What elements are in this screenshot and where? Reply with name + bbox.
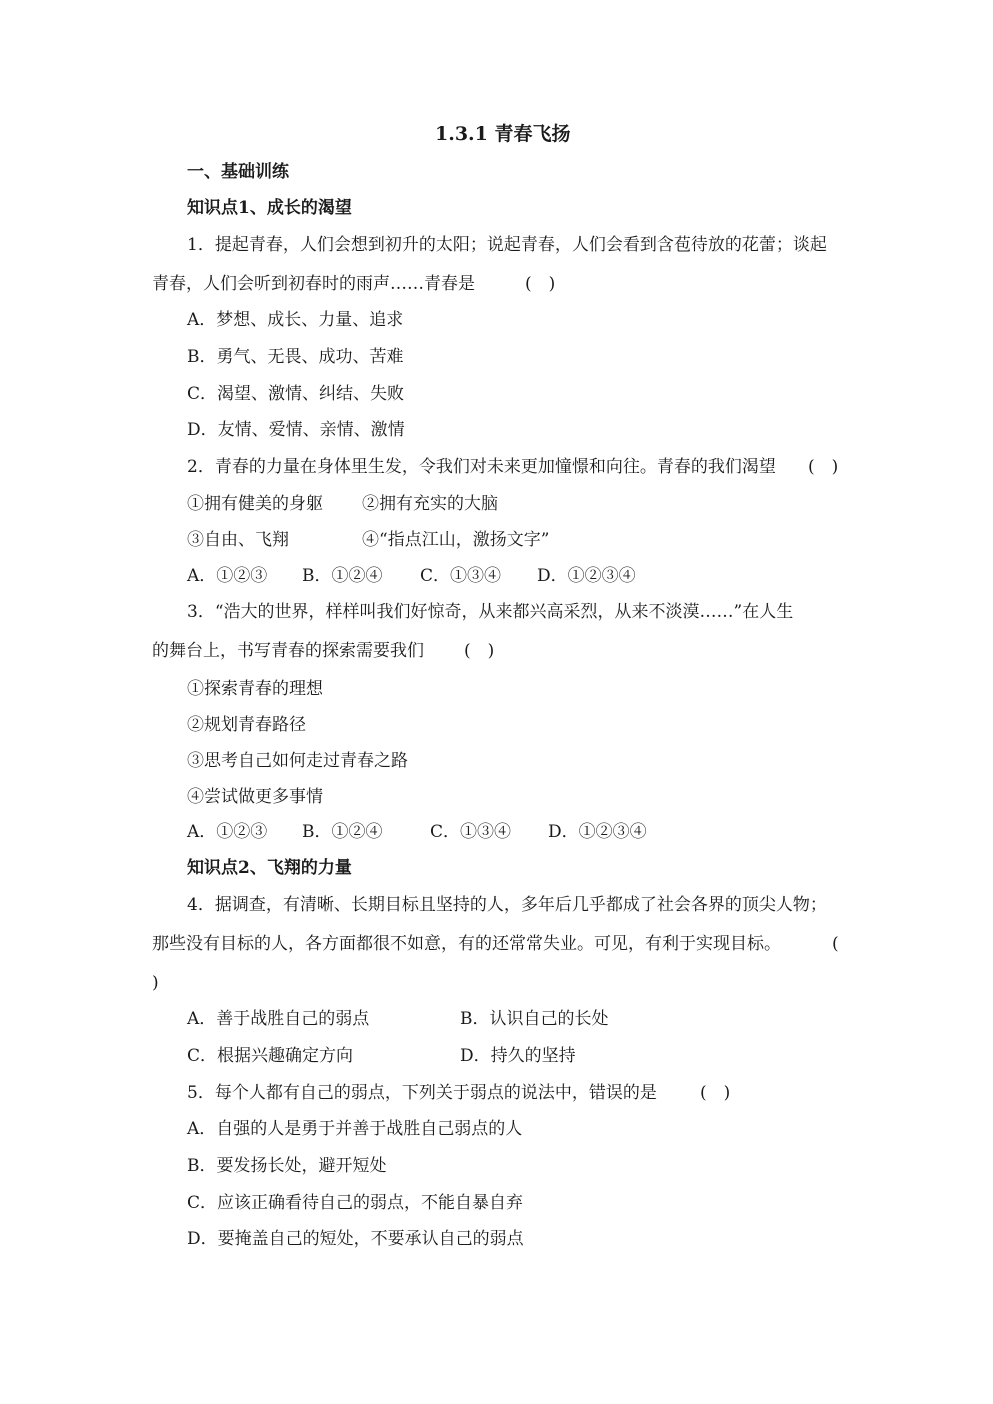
q5-option-b: B．要发扬长处，避开短处 [187, 1156, 387, 1176]
q5-stem-line1: 5．每个人都有自己的弱点，下列关于弱点的说法中，错误的是 [187, 1083, 657, 1103]
q3-option-c: C．①③④ [430, 822, 512, 842]
page-title: 1.3.1 青春飞扬 [435, 123, 571, 145]
q2-answer-paren: ( ) [808, 457, 839, 477]
q2-statement-4: ④“指点江山，激扬文字” [362, 530, 550, 550]
q2-statement-1: ①拥有健美的身躯 [187, 494, 323, 514]
q3-stem-line2: 的舞台上，书写青春的探索需要我们 [152, 641, 424, 661]
q2-option-a: A．①②③ [187, 566, 268, 586]
knowledge-point-heading-2: 知识点2、飞翔的力量 [187, 858, 352, 878]
q4-option-b: B．认识自己的长处 [460, 1009, 609, 1029]
q3-option-b: B．①②④ [302, 822, 383, 842]
q2-statement-2: ②拥有充实的大脑 [362, 494, 498, 514]
q4-option-a: A．善于战胜自己的弱点 [187, 1009, 370, 1029]
q3-statement-1: ①探索青春的理想 [187, 679, 323, 699]
q4-stem-line1: 4．据调查，有清晰、长期目标且坚持的人，多年后几乎都成了社会各界的顶尖人物； [187, 895, 827, 915]
q1-option-c: C．渴望、激情、纠结、失败 [187, 384, 405, 404]
knowledge-point-heading: 知识点1、成长的渴望 [187, 198, 352, 218]
section-heading: 一、基础训练 [187, 162, 289, 182]
q3-stem-line1: 3．“浩大的世界，样样叫我们好惊奇，从来都兴高采烈，从来不淡漠……”在人生 [187, 602, 794, 622]
q1-stem-line1: 1．提起青春，人们会想到初升的太阳；说起青春，人们会看到含苞待放的花蕾；谈起 [187, 235, 827, 255]
q5-option-a: A．自强的人是勇于并善于战胜自己弱点的人 [187, 1119, 523, 1139]
q5-option-c: C．应该正确看待自己的弱点，不能自暴自弃 [187, 1193, 524, 1213]
q4-answer-paren-close: ) [152, 973, 159, 993]
q4-option-d: D．持久的坚持 [460, 1046, 576, 1066]
q2-option-d: D．①②③④ [537, 566, 636, 586]
q2-option-b: B．①②④ [302, 566, 383, 586]
q1-option-d: D．友情、爱情、亲情、激情 [187, 420, 405, 440]
q2-stem-line1: 2．青春的力量在身体里生发，令我们对未来更加憧憬和向往。青春的我们渴望 [187, 457, 776, 477]
q1-stem-line2: 青春，人们会听到初春时的雨声……青春是 [152, 274, 475, 294]
q4-answer-paren-open: ( [832, 934, 839, 954]
q4-stem-line2: 那些没有目标的人，各方面都很不如意，有的还常常失业。可见，有利于实现目标。 [152, 934, 781, 954]
q3-option-a: A．①②③ [187, 822, 268, 842]
q2-statement-3: ③自由、飞翔 [187, 530, 289, 550]
q3-statement-3: ③思考自己如何走过青春之路 [187, 751, 408, 771]
q5-option-d: D．要掩盖自己的短处，不要承认自己的弱点 [187, 1229, 524, 1249]
q3-answer-paren: ( ) [464, 641, 495, 661]
q1-answer-paren: ( ) [525, 274, 556, 294]
q3-statement-2: ②规划青春路径 [187, 715, 306, 735]
q3-statement-4: ④尝试做更多事情 [187, 787, 323, 807]
q2-option-c: C．①③④ [420, 566, 502, 586]
q1-option-b: B．勇气、无畏、成功、苦难 [187, 347, 404, 367]
q4-option-c: C．根据兴趣确定方向 [187, 1046, 354, 1066]
q5-answer-paren: ( ) [700, 1083, 731, 1103]
q3-option-d: D．①②③④ [548, 822, 647, 842]
q1-option-a: A．梦想、成长、力量、追求 [187, 310, 404, 330]
